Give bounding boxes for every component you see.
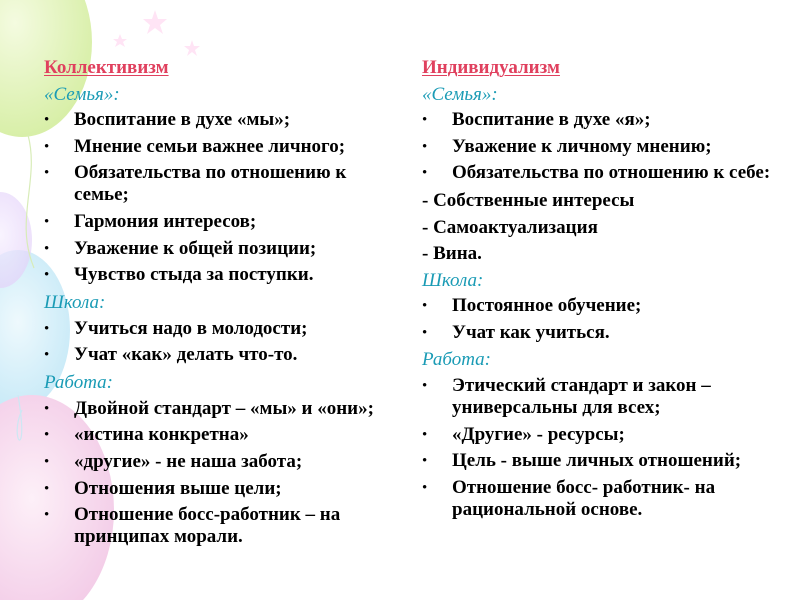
family-list: [44, 109, 400, 286]
list-item: [44, 136, 400, 158]
list-item-text: Учат «как» делать что-то.: [74, 344, 298, 366]
bullet-icon: •: [422, 324, 428, 341]
individualism-heading: Индивидуализм: [422, 57, 560, 78]
list-item: [422, 424, 778, 446]
dash-item: - Самоактуализация: [422, 216, 598, 238]
list-item: [44, 398, 400, 420]
list-item: [44, 238, 400, 260]
work-list: [422, 375, 778, 521]
bullet-icon: •: [44, 507, 50, 524]
list-item: [422, 450, 778, 472]
list-item-text: Отношение босс-работник – на принципах морали.: [74, 504, 341, 548]
list-item-text: Воспитание в духе «я»;: [452, 109, 651, 130]
list-item: [422, 295, 778, 317]
list-item-text: Мнение семьи важнее личного;: [74, 135, 346, 157]
list-item-text: Гармония интересов;: [74, 211, 257, 233]
list-item: [44, 162, 400, 206]
section-title-school: Школа:: [422, 269, 484, 291]
section-title-family: «Семья»:: [422, 83, 498, 105]
list-item-text: «истина конкретна»: [74, 424, 249, 446]
dash-item: - Вина.: [422, 243, 482, 265]
school-list: [422, 295, 778, 344]
list-item-text: Учиться надо в молодости;: [74, 317, 308, 339]
list-item-text: Обязательства по отношению к семье;: [74, 162, 347, 206]
list-item-text: Чувство стыда за поступки.: [74, 264, 314, 286]
family-list: [422, 109, 778, 184]
section-title-family: «Семья»:: [44, 83, 120, 105]
bullet-icon: •: [44, 453, 50, 470]
list-item: [422, 322, 778, 344]
bullet-icon: •: [44, 240, 50, 257]
list-item: [44, 318, 400, 340]
list-item-text: Цель - выше личных отношений;: [452, 450, 742, 472]
list-item-text: Учат как учиться.: [452, 321, 610, 343]
list-item-text: «другие» - не наша забота;: [74, 450, 303, 472]
list-item: [44, 504, 400, 548]
list-item-text: «Другие» - ресурсы;: [452, 423, 625, 445]
list-item: [422, 109, 778, 131]
bullet-icon: •: [422, 377, 428, 394]
section-title-work: Работа:: [422, 349, 491, 371]
list-item: [44, 424, 400, 446]
bullet-icon: •: [44, 112, 50, 128]
list-item-text: Отношения выше цели;: [74, 477, 282, 499]
list-item: [44, 264, 400, 286]
list-item-text: Уважение к личному мнению;: [452, 135, 712, 157]
work-list: [44, 398, 400, 549]
list-item-text: Отношение босс- работник- на рациональной основе.: [452, 477, 716, 520]
list-item-text: Этический стандарт и закон – универсальны для всех;: [452, 374, 711, 418]
school-list: [44, 318, 400, 367]
list-item: [44, 344, 400, 366]
list-item-text: Воспитание в духе «мы»;: [74, 109, 291, 130]
bullet-icon: •: [422, 112, 428, 128]
list-item: [422, 136, 778, 158]
dash-item: - Собственные интересы: [422, 190, 635, 212]
list-item: [422, 162, 778, 184]
list-item-text: Постоянное обучение;: [452, 295, 642, 317]
bullet-icon: •: [422, 426, 428, 443]
list-item: [44, 478, 400, 500]
bullet-icon: •: [44, 347, 50, 364]
list-item: [44, 451, 400, 473]
bullet-icon: •: [44, 320, 50, 337]
bullet-icon: •: [44, 214, 50, 231]
list-item-text: Обязательства по отношению к себе:: [452, 162, 771, 184]
bullet-icon: •: [422, 138, 428, 155]
bullet-icon: •: [44, 165, 50, 182]
individualism-column: [422, 56, 778, 526]
bullet-icon: •: [44, 427, 50, 444]
bullet-icon: •: [422, 453, 428, 470]
collectivism-heading: Коллективизм: [44, 57, 169, 78]
bullet-icon: •: [44, 400, 50, 417]
sparkle-stars-icon: [113, 10, 200, 56]
bullet-icon: •: [44, 267, 50, 284]
bullet-icon: •: [44, 138, 50, 155]
list-item-text: Двойной стандарт – «мы» и «они»;: [74, 397, 374, 419]
list-item: [422, 477, 778, 521]
section-title-work: Работа:: [44, 372, 113, 393]
list-item: [44, 109, 400, 131]
list-item: [422, 375, 778, 419]
bullet-icon: •: [44, 480, 50, 497]
list-item: [44, 211, 400, 233]
bullet-icon: •: [422, 298, 428, 315]
collectivism-column: [44, 56, 400, 553]
bullet-icon: •: [422, 165, 428, 182]
list-item-text: Уважение к общей позиции;: [74, 237, 317, 259]
bullet-icon: •: [422, 480, 428, 496]
section-title-school: Школа:: [44, 292, 106, 314]
